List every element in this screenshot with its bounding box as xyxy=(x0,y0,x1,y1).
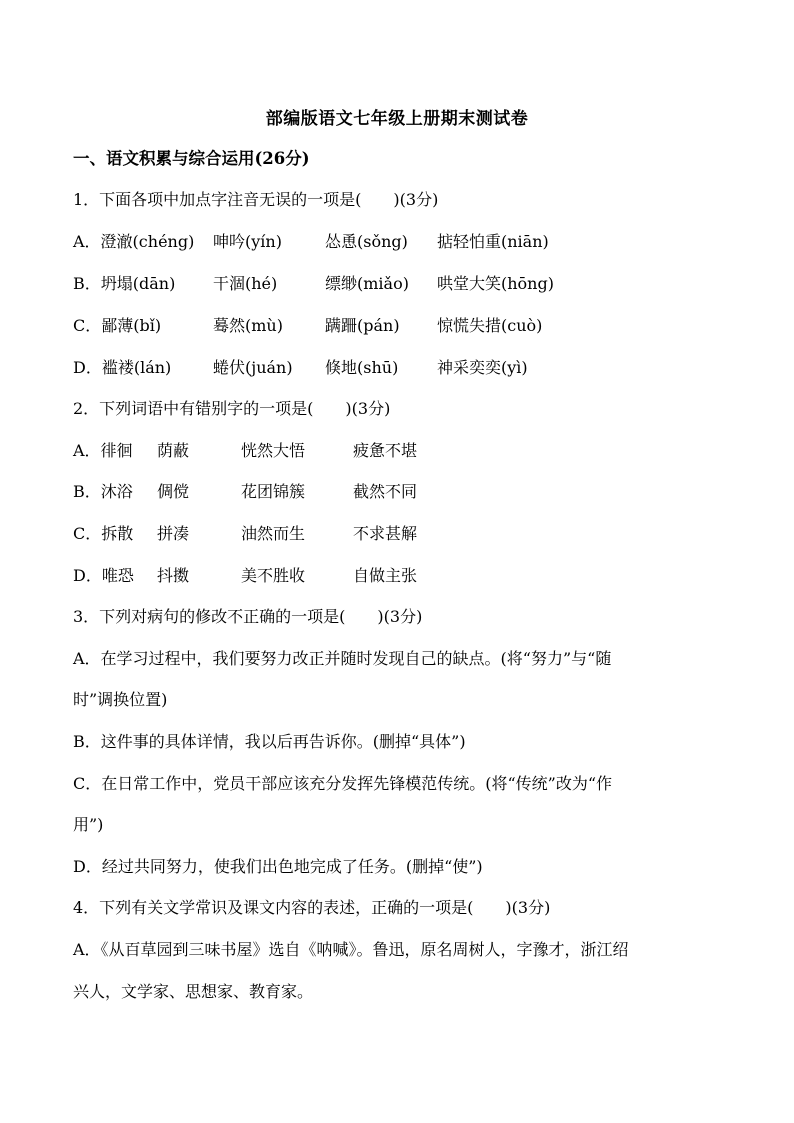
option-word: 干涸(hé) xyxy=(213,274,278,293)
option-word: 神采奕奕(yì) xyxy=(437,358,528,377)
option-word: 美不胜收 xyxy=(241,566,306,585)
question-3-option-d: D．经过共同努力，使我们出色地完成了任务。(删掉“使”) xyxy=(73,857,483,876)
option-word: D．褴褛(lán) xyxy=(73,358,172,377)
option-word: 不求甚解 xyxy=(353,524,418,543)
option-word: 呻吟(yín) xyxy=(213,232,282,251)
option-word: 花团锦簇 xyxy=(241,482,306,501)
option-word: 蹒跚(pán) xyxy=(325,316,400,335)
question-4-option-a-cont: 兴人，文学家、思想家、教育家。 xyxy=(73,982,314,1001)
option-word: 掂轻怕重(niān) xyxy=(437,232,549,251)
option-word: 拼凑 xyxy=(157,524,190,543)
option-word: 惊慌失措(cuò) xyxy=(437,316,543,335)
question-3-option-a: A．在学习过程中，我们要努力改正并随时发现自己的缺点。(将“努力”与“随 xyxy=(73,649,612,668)
option-word: B．坍塌(dān) xyxy=(73,274,176,293)
question-1-stem: 1．下面各项中加点字注音无误的一项是( )(3分) xyxy=(73,190,439,209)
option-word: 荫蔽 xyxy=(157,441,190,460)
option-word: A．徘徊 xyxy=(73,441,133,460)
question-3-option-c-cont: 用”) xyxy=(73,815,104,834)
question-4-stem: 4．下列有关文学常识及课文内容的表述，正确的一项是( )(3分) xyxy=(73,898,551,917)
option-word: 抖擞 xyxy=(157,566,190,585)
question-3-option-b: B．这件事的具体详情，我以后再告诉你。(删掉“具体”) xyxy=(73,732,466,751)
option-word: A．澄澈(chéng) xyxy=(73,232,195,251)
option-word: 倜傥 xyxy=(157,482,190,501)
option-word: C．鄙薄(bǐ) xyxy=(73,316,162,335)
option-word: 疲惫不堪 xyxy=(353,441,418,460)
option-word: 怂恿(sǒng) xyxy=(325,232,408,251)
question-3-stem: 3．下列对病句的修改不正确的一项是( )(3分) xyxy=(73,607,423,626)
question-4-option-a: A．《从百草园到三味书屋》选自《呐喊》。鲁迅，原名周树人，字豫才，浙江绍 xyxy=(73,940,629,959)
option-word: 蓦然(mù) xyxy=(213,316,283,335)
option-word: B．沐浴 xyxy=(73,482,133,501)
option-word: 缥缈(miǎo) xyxy=(325,274,409,293)
option-word: 截然不同 xyxy=(353,482,418,501)
option-word: 哄堂大笑(hōng) xyxy=(437,274,554,293)
section-heading: 一、语文积累与综合运用(26分) xyxy=(73,149,310,168)
option-word: 恍然大悟 xyxy=(241,441,306,460)
option-word: C．拆散 xyxy=(73,524,134,543)
option-word: 油然而生 xyxy=(241,524,306,543)
question-2-stem: 2．下列词语中有错别字的一项是( )(3分) xyxy=(73,399,391,418)
option-word: 倏地(shū) xyxy=(325,358,399,377)
option-word: 自做主张 xyxy=(353,566,418,585)
question-3-option-c: C．在日常工作中，党员干部应该充分发挥先锋模范传统。(将“传统”改为“作 xyxy=(73,774,613,793)
option-word: D．唯恐 xyxy=(73,566,134,585)
question-3-option-a-cont: 时”调换位置) xyxy=(73,690,168,709)
option-word: 蜷伏(juán) xyxy=(213,358,293,377)
exam-title: 部编版语文七年级上册期末测试卷 xyxy=(265,109,529,129)
